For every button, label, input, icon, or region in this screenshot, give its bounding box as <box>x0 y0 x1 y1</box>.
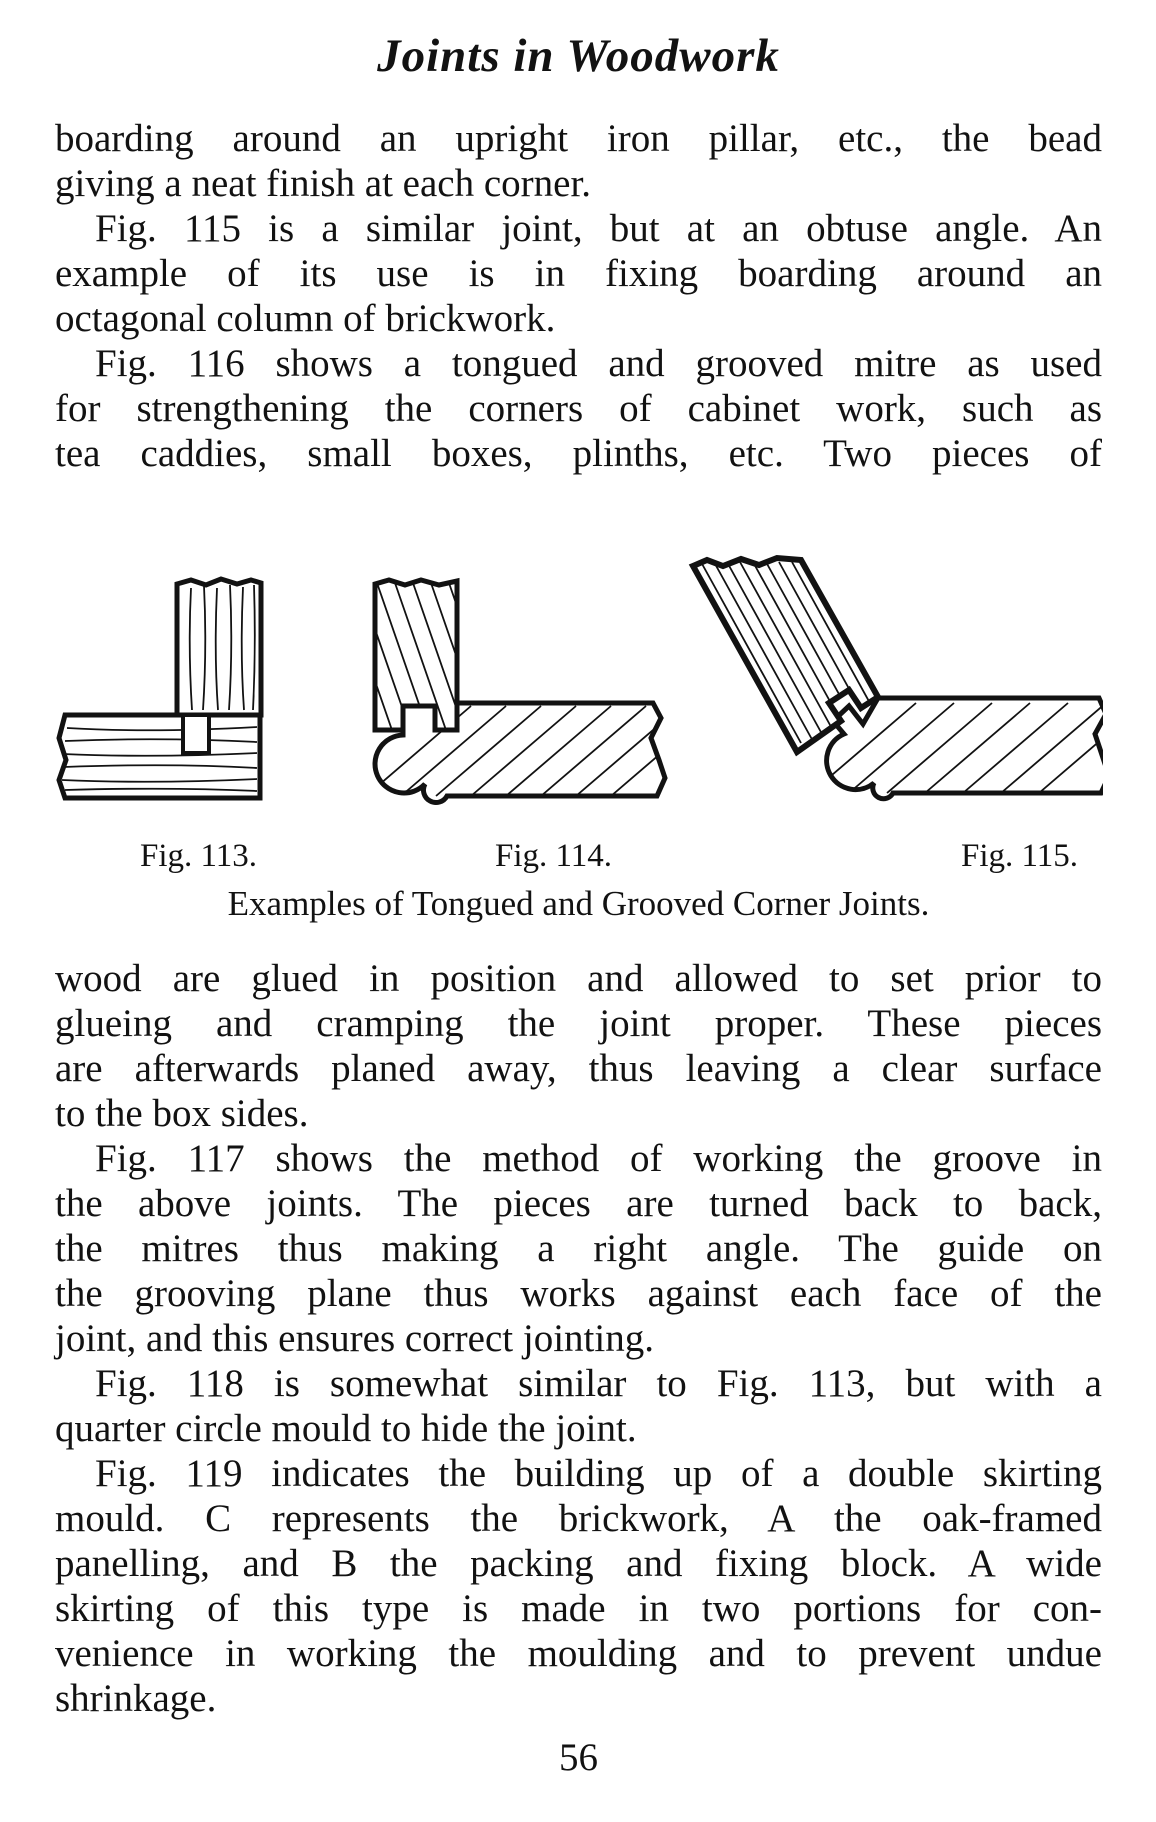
text-line: panelling, and B the packing and fixing block. A wide <box>55 1542 1102 1585</box>
body-text <box>55 956 1102 1721</box>
figure-block <box>55 538 1102 838</box>
text-line: wood are glued in position and allowed to set prior to <box>55 957 1102 1000</box>
text-line: Fig. 119 indicates the building up of a double skirting <box>95 1452 1102 1495</box>
paragraph <box>55 1451 1102 1721</box>
fig-115-diagram <box>693 558 1103 799</box>
text-line: example of its use is in fixing boarding around an <box>55 252 1102 295</box>
text-line: quarter circle mould to hide the joint. <box>55 1407 637 1450</box>
paragraph <box>55 206 1102 341</box>
text-line: shrinkage. <box>55 1677 217 1720</box>
text-line: venience in working the moulding and to prevent undue <box>55 1632 1102 1675</box>
text-line: Fig. 118 is somewhat similar to Fig. 113, but with a <box>95 1362 1102 1405</box>
text-line: boarding around an upright iron pillar, etc., the bead <box>55 117 1102 160</box>
page-number: 56 <box>559 1736 598 1779</box>
text-line: Fig. 116 shows a tongued and grooved mitre as used <box>95 342 1102 385</box>
fig-114-diagram <box>341 580 716 803</box>
figure-captions <box>55 838 1102 884</box>
text-line: glueing and cramping the joint proper. These pieces <box>55 1002 1102 1045</box>
text-line: mould. C represents the brickwork, A the oak-framed <box>55 1497 1102 1540</box>
paragraph <box>55 1136 1102 1361</box>
text-line: Fig. 115 is a similar joint, but at an obtuse angle. An <box>95 207 1102 250</box>
text-line: are afterwards planed away, thus leaving a clear surface <box>55 1047 1102 1090</box>
figure-group-caption: Examples of Tongued and Grooved Corner Joints. <box>227 884 930 923</box>
text-line: Fig. 117 shows the method of working the groove in <box>95 1137 1102 1180</box>
fig-113-caption: Fig. 113. <box>140 838 258 874</box>
fig-114-caption: Fig. 114. <box>495 838 613 874</box>
text-line: to the box sides. <box>55 1092 309 1135</box>
paragraph <box>55 341 1102 476</box>
body-text <box>55 116 1102 476</box>
text-line: giving a neat finish at each corner. <box>55 162 592 205</box>
text-line: joint, and this ensures correct jointing. <box>55 1317 654 1360</box>
text-line: skirting of this type is made in two portions for con- <box>55 1587 1102 1630</box>
text-line: octagonal column of brickwork. <box>55 297 556 340</box>
text-line: tea caddies, small boxes, plinths, etc. Two pieces of <box>55 432 1102 475</box>
figures-illustration <box>55 538 1103 838</box>
paragraph <box>55 1361 1102 1451</box>
paragraph <box>55 956 1102 1136</box>
paragraph <box>55 116 1102 206</box>
text-line: for strengthening the corners of cabinet work, such as <box>55 387 1102 430</box>
fig-115-caption: Fig. 115. <box>961 838 1079 874</box>
text-line: the above joints. The pieces are turned back to back, <box>55 1182 1102 1225</box>
page-title: Joints in Woodwork <box>377 30 780 82</box>
text-line: the grooving plane thus works against each face of the <box>55 1272 1102 1315</box>
fig-113-diagram <box>59 579 261 798</box>
text-line: the mitres thus making a right angle. The guide on <box>55 1227 1102 1270</box>
